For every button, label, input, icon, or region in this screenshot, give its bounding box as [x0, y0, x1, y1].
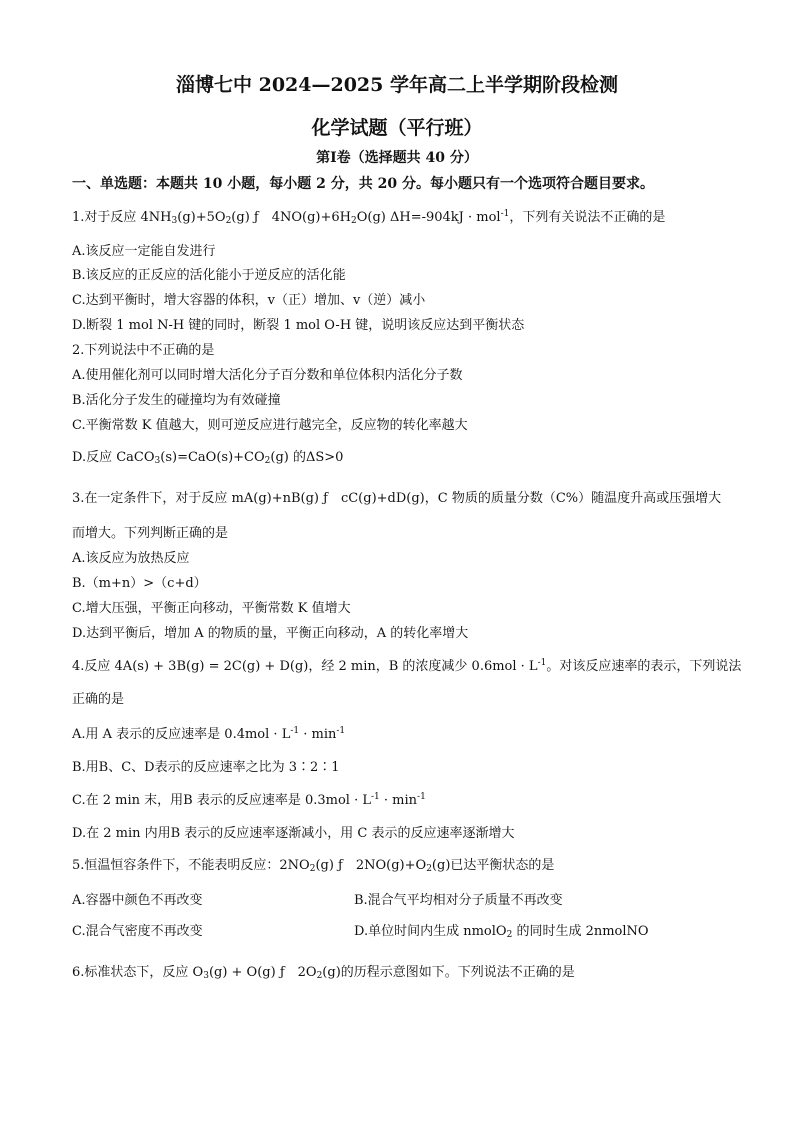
question-4-stem-line-2: 正确的是	[72, 692, 125, 707]
question-1-option-a: A.该反应一定能自发进行	[72, 244, 216, 259]
subject-title: 化学试题（平行班）	[311, 117, 483, 139]
question-1-option-d: D.断裂 1 mol N-H 键的同时，断裂 1 mol O-H 键，说明该反应达到平衡状态	[72, 318, 525, 333]
question-4-option-b: B.用B、C、D表示的反应速率之比为 3∶2∶1	[72, 760, 340, 775]
question-4-option-a: A.用 A 表示的反应速率是 $0.4mol \cdot L^{-1} \cdot \min^{-1}$	[72, 726, 346, 742]
question-2-option-d: D.反应 $CaCO_3(s)=CaO(s)+CO_2(g)$ 的ΔS>0	[72, 450, 344, 466]
question-5-option-b: B.混合气平均相对分子质量不再改变	[354, 893, 563, 908]
school-title: 淄博七中 2024—2025 学年高二上半学期阶段检测	[176, 74, 618, 96]
question-1-stem: 1.对于反应 $4NH_3(g)+5O_2(g)$ ƒ $4NO(g)+6H_2O(g) \Delta H=-904kJ \cdot mol^{-1}$，下列有关说法不正确的是	[72, 209, 666, 226]
question-6-stem: 6.标准状态下，反应 $O_3(g) + O(g)$ ƒ $2O_2(g)$的历程示意图如下。下列说法不正确的是	[72, 965, 575, 981]
question-3-stem-line-1: 3.在一定条件下，对于反应 mA(g)+nB(g) ƒ cC(g)+dD(g)，C 物质的质量分数（C%）随温度升高或压强增大	[72, 491, 722, 506]
question-3-option-a: A.该反应为放热反应	[72, 551, 190, 566]
question-3-stem-line-2: 而增大。下列判断正确的是	[72, 526, 229, 541]
question-2-option-c: C.平衡常数 K 值越大，则可逆反应进行越完全，反应物的转化率越大	[72, 418, 468, 433]
question-5-option-c: C.混合气密度不再改变	[72, 924, 203, 939]
question-3-option-b: B.（m+n）>（c+d）	[72, 576, 207, 591]
question-4-stem-line-1: 4.反应 4A(s) + 3B(g) = 2C(g) + D(g)，经 2 min，B 的浓度减少 $0.6mol \cdot L^{-1}$。对该反应速率的表示，下列说法	[72, 658, 742, 674]
question-3-option-d: D.达到平衡后，增加 A 的物质的量，平衡正向移动，A 的转化率增大	[72, 626, 469, 641]
question-4-option-c: C.在 2 min 末，用B 表示的反应速率是 $0.3mol \cdot L^{-1} \cdot \min^{-1}$	[72, 792, 426, 808]
question-5-option-a: A.容器中颜色不再改变	[72, 893, 203, 908]
question-3-option-c: C.增大压强，平衡正向移动，平衡常数 K 值增大	[72, 601, 351, 616]
question-4-option-d: D.在 2 min 内用B 表示的反应速率逐渐减小，用 C 表示的反应速率逐渐增大	[72, 826, 515, 841]
question-5-stem: 5.恒温恒容条件下，不能表明反应：$2NO_2(g)$ ƒ $2NO(g)+O_2(g)$已达平衡状态的是	[72, 858, 555, 874]
question-1-option-b: B.该反应的正反应的活化能小于逆反应的活化能	[72, 268, 346, 283]
question-1-option-c: C.达到平衡时，增大容器的体积，v（正）增加、v（逆）减小	[72, 293, 426, 308]
question-2-option-b: B.活化分子发生的碰撞均为有效碰撞	[72, 393, 281, 408]
question-2-option-a: A.使用催化剂可以同时增大活化分子百分数和单位体积内活化分子数	[72, 368, 463, 383]
question-2-stem: 2.下列说法中不正确的是	[72, 343, 215, 358]
section-heading: 一、单选题：本题共 10 小题，每小题 2 分，共 20 分。每小题只有一个选项符合题目要求。	[72, 176, 654, 192]
part-title: 第Ⅰ卷（选择题共 40 分）	[316, 150, 478, 166]
question-5-option-d: D.单位时间内生成 nmolO$_2$ 的同时生成 2nmolNO	[354, 924, 649, 940]
